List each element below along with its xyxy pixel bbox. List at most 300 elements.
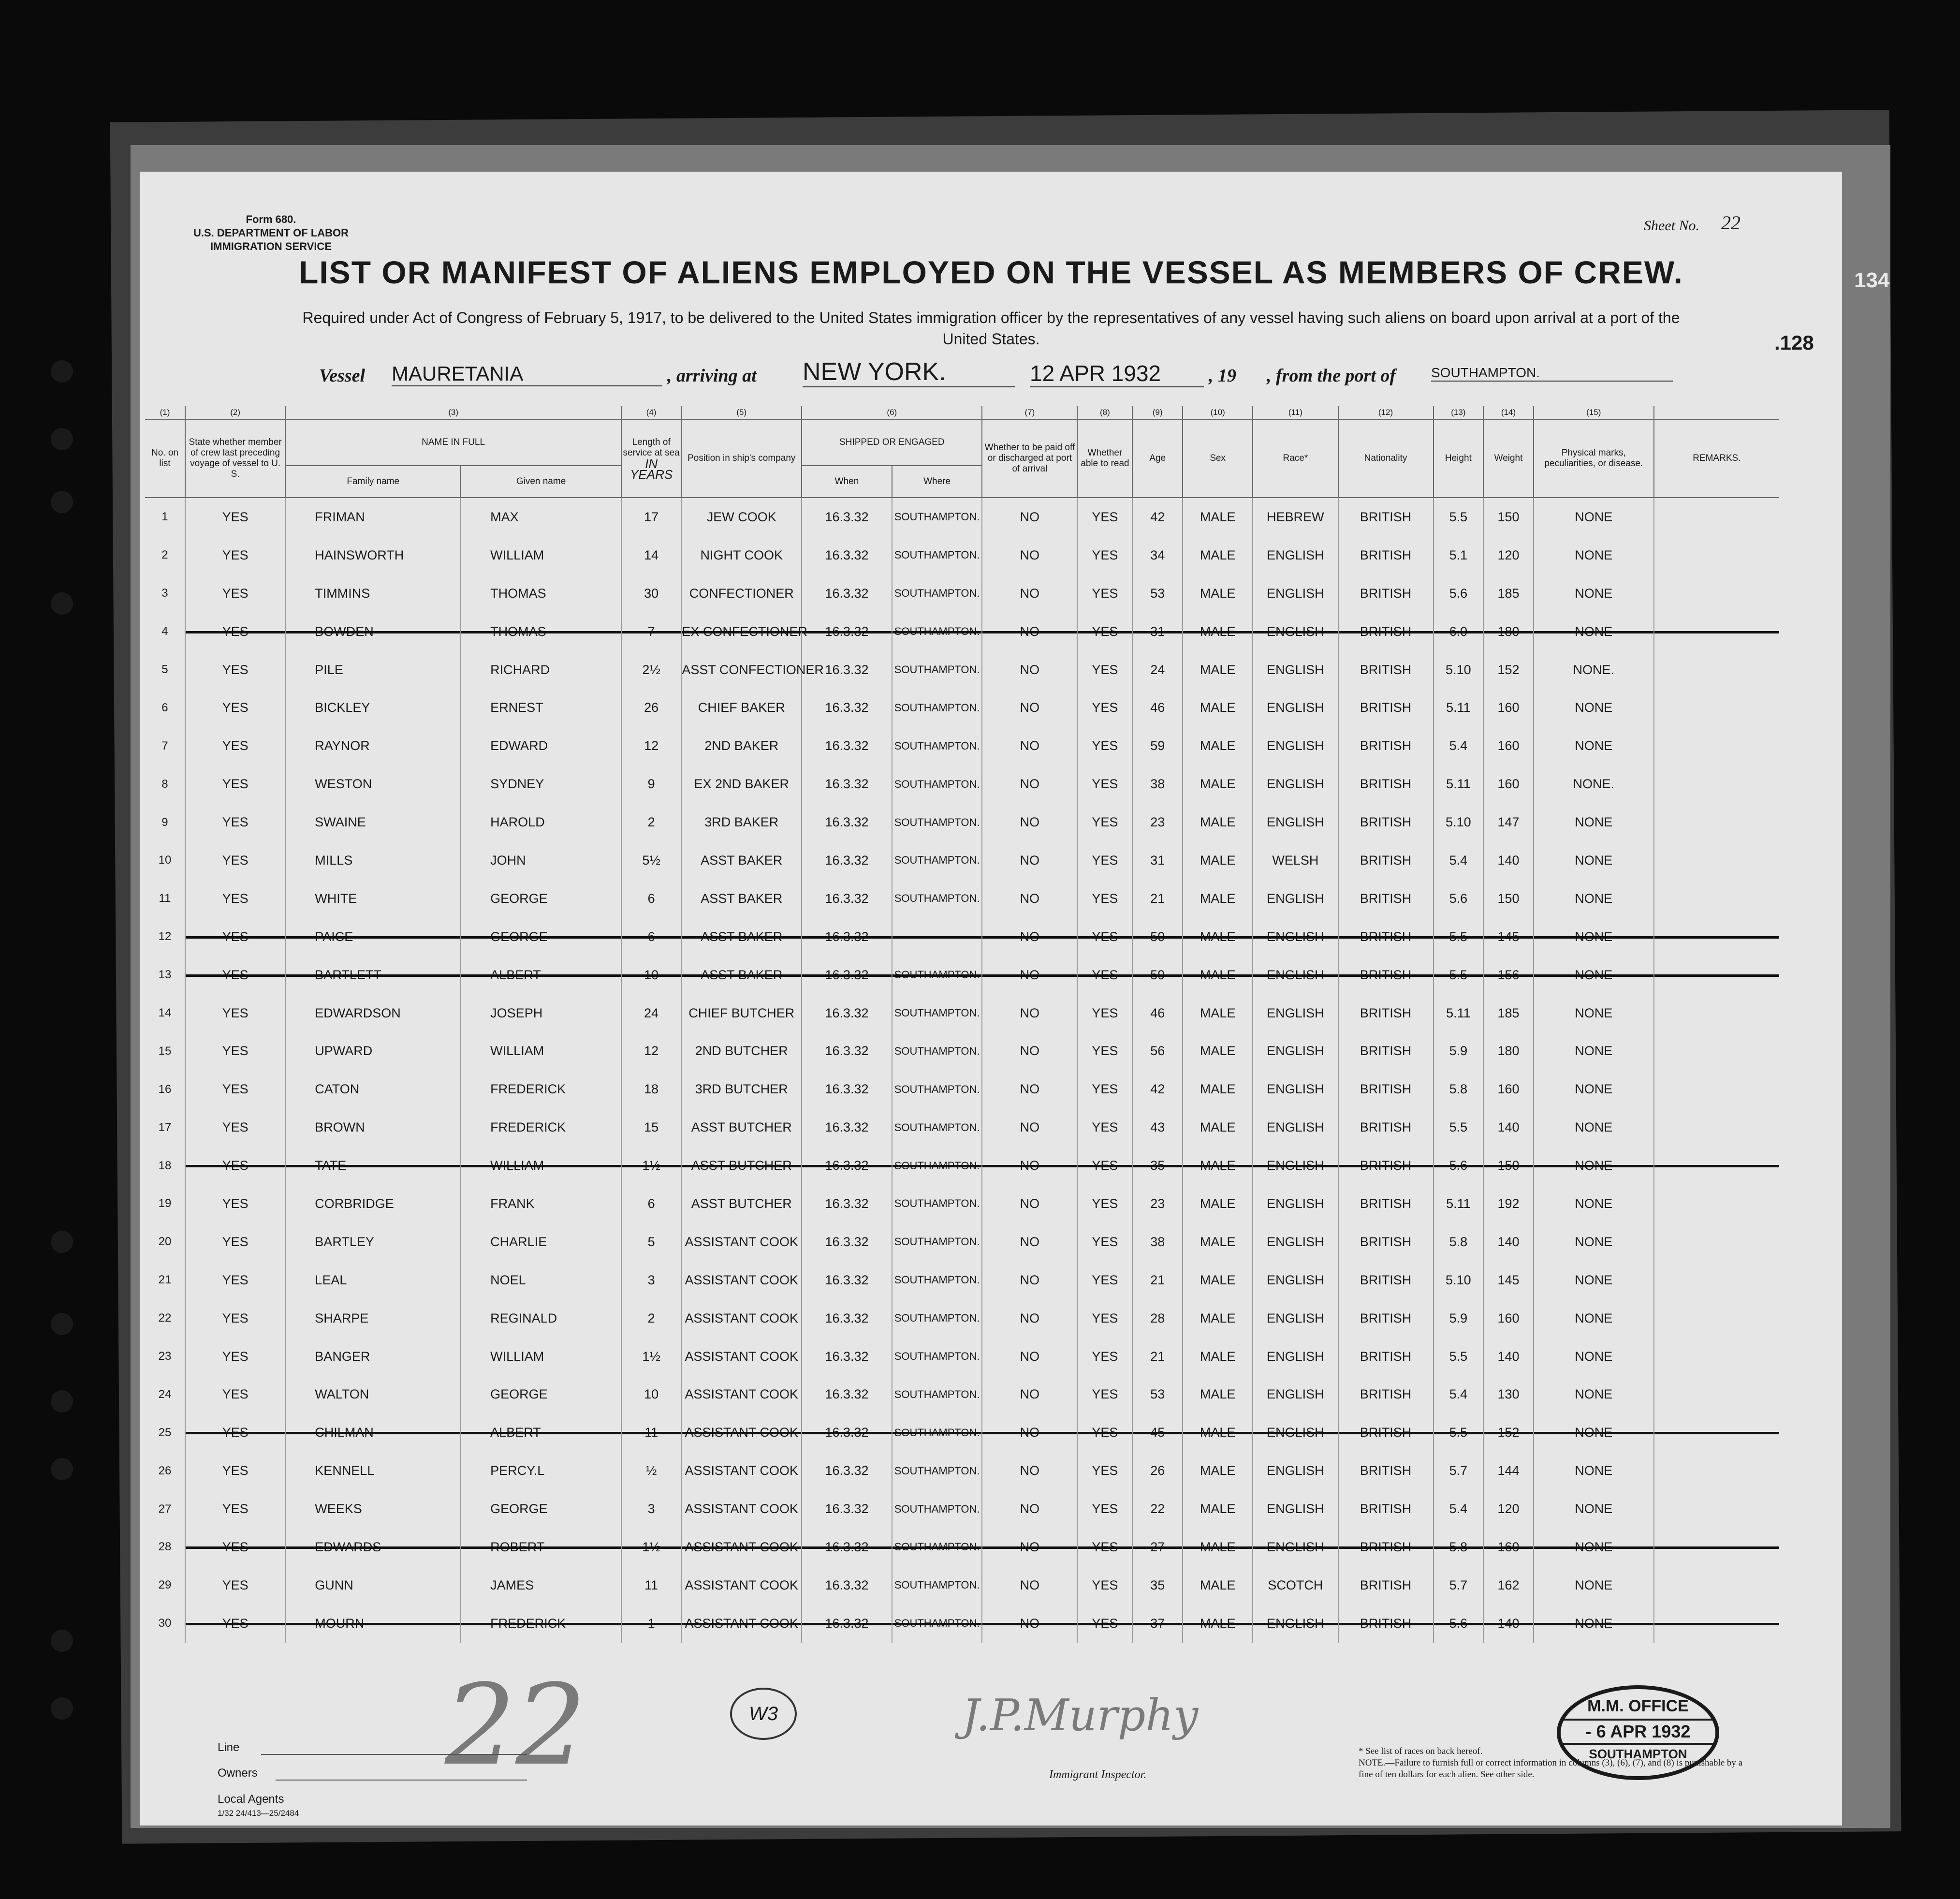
remarks	[1654, 1185, 1779, 1223]
able-to-read: YES	[1077, 1147, 1132, 1185]
table-row	[145, 1490, 1779, 1528]
given-name: MAX	[461, 498, 621, 536]
physical-marks: NONE	[1534, 727, 1654, 765]
header-paid-off: Whether to be paid off or discharged at port of arrival	[982, 419, 1077, 498]
family-name: CATON	[285, 1070, 461, 1108]
given-name: RICHARD	[461, 651, 621, 689]
shipped-where: SOUTHAMPTON.	[892, 651, 982, 689]
remarks	[1654, 1452, 1779, 1490]
weight: 150	[1483, 1147, 1534, 1185]
able-to-read: YES	[1077, 1413, 1132, 1452]
header-family-name: Family name	[285, 466, 461, 498]
race: ENGLISH	[1253, 727, 1338, 765]
given-name: FREDERICK	[461, 1108, 621, 1147]
physical-marks: NONE	[1534, 880, 1654, 918]
race: ENGLISH	[1253, 1528, 1338, 1566]
manifest-title: LIST OR MANIFEST OF ALIENS EMPLOYED ON THE VESSEL AS MEMBERS OF CREW.	[299, 254, 1683, 290]
header-nationality: Nationality	[1338, 419, 1433, 498]
header-read: Whether able to read	[1077, 419, 1132, 498]
table-row	[145, 765, 1779, 803]
physical-marks: NONE	[1534, 1490, 1654, 1528]
family-name: BARTLETT	[285, 956, 461, 994]
shipped-when: 16.3.32	[802, 1108, 892, 1147]
age: 24	[1132, 651, 1183, 689]
family-name: MOURN	[285, 1605, 461, 1643]
physical-marks: NONE.	[1534, 651, 1654, 689]
nationality: BRITISH	[1338, 765, 1433, 803]
shipped-when: 16.3.32	[802, 613, 892, 651]
race: ENGLISH	[1253, 536, 1338, 574]
physical-marks: NONE	[1534, 1185, 1654, 1223]
binder-hole	[51, 1313, 73, 1335]
able-to-read: YES	[1077, 1261, 1132, 1299]
position: ASSISTANT COOK	[681, 1223, 802, 1261]
family-name: KENNELL	[285, 1452, 461, 1490]
nationality: BRITISH	[1338, 1375, 1433, 1413]
local-agents-label: Local Agents	[218, 1793, 284, 1806]
race: ENGLISH	[1253, 1605, 1338, 1643]
shipped-when: 16.3.32	[802, 727, 892, 765]
header-name-in-full: NAME IN FULL	[285, 419, 621, 466]
col-number	[1654, 406, 1779, 419]
given-name: ERNEST	[461, 689, 621, 727]
shipped-where: SOUTHAMPTON.	[892, 689, 982, 727]
weight: 150	[1483, 880, 1534, 918]
family-name: WEEKS	[285, 1490, 461, 1528]
given-name: FRANK	[461, 1185, 621, 1223]
age: 26	[1132, 1452, 1183, 1490]
remarks	[1654, 1413, 1779, 1452]
col-number: (7)	[982, 406, 1077, 419]
position: ASST BAKER	[681, 841, 802, 880]
family-name: WHITE	[285, 880, 461, 918]
given-name: JAMES	[461, 1566, 621, 1605]
given-name: EDWARD	[461, 727, 621, 765]
remarks	[1654, 1261, 1779, 1299]
position: 3RD BAKER	[681, 803, 802, 841]
paid-off: NO	[982, 956, 1077, 994]
member-last-voyage: YES	[185, 689, 285, 727]
race: ENGLISH	[1253, 803, 1338, 841]
header-shipped: SHIPPED OR ENGAGED	[802, 419, 982, 466]
member-last-voyage: YES	[185, 1338, 285, 1376]
manifest-page	[140, 172, 1842, 1825]
crew-manifest-table	[145, 406, 1779, 1643]
years-of-service: 10	[621, 956, 681, 994]
sex: MALE	[1183, 1452, 1253, 1490]
table-row	[145, 613, 1779, 651]
table-row	[145, 803, 1779, 841]
shipped-where: SOUTHAMPTON.	[892, 574, 982, 613]
given-name: ALBERT	[461, 1413, 621, 1452]
row-number: 17	[158, 1120, 172, 1134]
paid-off: NO	[982, 918, 1077, 956]
age: 45	[1132, 1413, 1183, 1452]
race: ENGLISH	[1253, 1338, 1338, 1376]
col-number: (15)	[1534, 406, 1654, 419]
inspector-label: Immigrant Inspector.	[1049, 1768, 1147, 1781]
member-last-voyage: YES	[185, 803, 285, 841]
years-of-service: 7	[621, 613, 681, 651]
height: 5.11	[1433, 689, 1484, 727]
nationality: BRITISH	[1338, 1070, 1433, 1108]
table-row	[145, 498, 1779, 536]
physical-marks: NONE	[1534, 689, 1654, 727]
position: ASSISTANT COOK	[681, 1528, 802, 1566]
height: 5.4	[1433, 841, 1484, 880]
able-to-read: YES	[1077, 1070, 1132, 1108]
years-of-service: 11	[621, 1413, 681, 1452]
shipped-when: 16.3.32	[802, 1261, 892, 1299]
remarks	[1654, 536, 1779, 574]
nationality: BRITISH	[1338, 1147, 1433, 1185]
age: 38	[1132, 1223, 1183, 1261]
shipped-when: 16.3.32	[802, 1147, 892, 1185]
years-of-service: 2	[621, 1299, 681, 1338]
owners-rule	[276, 1780, 527, 1781]
years-of-service: 2	[621, 803, 681, 841]
sex: MALE	[1183, 880, 1253, 918]
table-row	[145, 1452, 1779, 1490]
shipped-where	[892, 918, 982, 956]
height: 5.4	[1433, 1375, 1484, 1413]
member-last-voyage: YES	[185, 918, 285, 956]
binder-hole	[51, 491, 73, 513]
row-number: 18	[158, 1159, 172, 1172]
weight: 120	[1483, 536, 1534, 574]
race: ENGLISH	[1253, 994, 1338, 1032]
weight: 120	[1483, 1490, 1534, 1528]
weight: 140	[1483, 1108, 1534, 1147]
nationality: BRITISH	[1338, 574, 1433, 613]
member-last-voyage: YES	[185, 651, 285, 689]
nationality: BRITISH	[1338, 1108, 1433, 1147]
row-number: 22	[158, 1311, 172, 1325]
physical-marks: NONE	[1534, 1108, 1654, 1147]
able-to-read: YES	[1077, 1223, 1132, 1261]
paid-off: NO	[982, 651, 1077, 689]
sex: MALE	[1183, 1375, 1253, 1413]
sex: MALE	[1183, 1070, 1253, 1108]
able-to-read: YES	[1077, 1185, 1132, 1223]
given-name: WILLIAM	[461, 536, 621, 574]
weight: 152	[1483, 651, 1534, 689]
shipped-where: SOUTHAMPTON.	[892, 880, 982, 918]
given-name: GEORGE	[461, 1375, 621, 1413]
shipped-where: SOUTHAMPTON.	[892, 1375, 982, 1413]
race: WELSH	[1253, 841, 1338, 880]
position: ASSISTANT COOK	[681, 1490, 802, 1528]
row-number: 16	[158, 1082, 172, 1096]
header-weight: Weight	[1483, 419, 1534, 498]
header-row-1	[145, 419, 1779, 466]
nationality: BRITISH	[1338, 1185, 1433, 1223]
member-last-voyage: YES	[185, 727, 285, 765]
physical-marks: NONE	[1534, 613, 1654, 651]
position: JEW COOK	[681, 498, 802, 536]
paid-off: NO	[982, 1566, 1077, 1605]
race: ENGLISH	[1253, 1261, 1338, 1299]
position: ASSISTANT COOK	[681, 1338, 802, 1376]
shipped-where: SOUTHAMPTON.	[892, 1528, 982, 1566]
header-age: Age	[1132, 419, 1183, 498]
able-to-read: YES	[1077, 1528, 1132, 1566]
row-number: 4	[161, 625, 168, 638]
member-last-voyage: YES	[185, 1261, 285, 1299]
nationality: BRITISH	[1338, 689, 1433, 727]
race: ENGLISH	[1253, 1070, 1338, 1108]
col-number: (8)	[1077, 406, 1132, 419]
given-name: WILLIAM	[461, 1147, 621, 1185]
height: 6.0	[1433, 613, 1484, 651]
position: ASSISTANT COOK	[681, 1452, 802, 1490]
given-name: WILLIAM	[461, 1338, 621, 1376]
age: 31	[1132, 613, 1183, 651]
paid-off: NO	[982, 1147, 1077, 1185]
shipped-where: SOUTHAMPTON.	[892, 1605, 982, 1643]
row-number: 13	[158, 968, 172, 982]
shipped-when: 16.3.32	[802, 689, 892, 727]
shipped-where: SOUTHAMPTON.	[892, 1566, 982, 1605]
age: 27	[1132, 1528, 1183, 1566]
shipped-where: SOUTHAMPTON.	[892, 1299, 982, 1338]
family-name: RAYNOR	[285, 727, 461, 765]
family-name: EDWARDSON	[285, 994, 461, 1032]
nationality: BRITISH	[1338, 1452, 1433, 1490]
given-name: JOSEPH	[461, 994, 621, 1032]
row-number: 12	[158, 930, 172, 943]
nationality: BRITISH	[1338, 1566, 1433, 1605]
weight: 160	[1483, 727, 1534, 765]
shipped-when: 16.3.32	[802, 1605, 892, 1643]
nationality: BRITISH	[1338, 651, 1433, 689]
years-of-service: 3	[621, 1490, 681, 1528]
years-of-service: 11	[621, 1566, 681, 1605]
able-to-read: YES	[1077, 1299, 1132, 1338]
given-name: ROBERT	[461, 1528, 621, 1566]
nationality: BRITISH	[1338, 1413, 1433, 1452]
handwritten-count: 22	[445, 1661, 586, 1790]
member-last-voyage: YES	[185, 1490, 285, 1528]
remarks	[1654, 765, 1779, 803]
row-number: 28	[158, 1540, 172, 1554]
height: 5.11	[1433, 994, 1484, 1032]
family-name: CORBRIDGE	[285, 1185, 461, 1223]
nationality: BRITISH	[1338, 956, 1433, 994]
age: 53	[1132, 1375, 1183, 1413]
paid-off: NO	[982, 1413, 1077, 1452]
paid-off: NO	[982, 1070, 1077, 1108]
member-last-voyage: YES	[185, 841, 285, 880]
race: ENGLISH	[1253, 956, 1338, 994]
given-name: HAROLD	[461, 803, 621, 841]
paid-off: NO	[982, 803, 1077, 841]
years-of-service: 30	[621, 574, 681, 613]
row-number: 2	[161, 548, 168, 562]
col-number: (6)	[802, 406, 982, 419]
years-of-service: 15	[621, 1108, 681, 1147]
shipped-where: SOUTHAMPTON.	[892, 727, 982, 765]
physical-marks: NONE	[1534, 1605, 1654, 1643]
shipped-when: 16.3.32	[802, 1490, 892, 1528]
age: 23	[1132, 803, 1183, 841]
sex: MALE	[1183, 1032, 1253, 1070]
able-to-read: YES	[1077, 956, 1132, 994]
header-length-service-note: IN YEARS	[630, 456, 673, 482]
sex: MALE	[1183, 803, 1253, 841]
remarks	[1654, 651, 1779, 689]
given-name: FREDERICK	[461, 1070, 621, 1108]
shipped-where: SOUTHAMPTON.	[892, 1452, 982, 1490]
remarks	[1654, 994, 1779, 1032]
member-last-voyage: YES	[185, 956, 285, 994]
race: ENGLISH	[1253, 880, 1338, 918]
height: 5.11	[1433, 1185, 1484, 1223]
table-row	[145, 689, 1779, 727]
shipped-where: SOUTHAMPTON.	[892, 1185, 982, 1223]
sex: MALE	[1183, 498, 1253, 536]
years-of-service: 10	[621, 1375, 681, 1413]
shipped-when: 16.3.32	[802, 765, 892, 803]
family-name: TATE	[285, 1147, 461, 1185]
remarks	[1654, 1375, 1779, 1413]
weight: 180	[1483, 1032, 1534, 1070]
row-number: 30	[158, 1617, 172, 1630]
nationality: BRITISH	[1338, 1261, 1433, 1299]
height: 5.10	[1433, 1261, 1484, 1299]
binder-hole	[51, 1697, 73, 1720]
position: 2ND BAKER	[681, 727, 802, 765]
sex: MALE	[1183, 1338, 1253, 1376]
able-to-read: YES	[1077, 498, 1132, 536]
member-last-voyage: YES	[185, 536, 285, 574]
manifest-subtitle: Required under Act of Congress of February 5, 1917, to be delivered to the United States immigration officer by the representatives of any vessel having such aliens on board upon arrival at a port of the United States.	[302, 309, 1680, 348]
nationality: BRITISH	[1338, 1299, 1433, 1338]
shipped-when: 16.3.32	[802, 1223, 892, 1261]
vessel-label: Vessel	[319, 366, 365, 386]
years-of-service: 1½	[621, 1147, 681, 1185]
physical-marks: NONE	[1534, 841, 1654, 880]
position: ASST BUTCHER	[681, 1147, 802, 1185]
binder-hole	[51, 1458, 73, 1480]
sex: MALE	[1183, 1223, 1253, 1261]
owners-label: Owners	[218, 1767, 258, 1780]
header-physical: Physical marks, peculiarities, or disease.	[1534, 419, 1654, 498]
physical-marks: NONE	[1534, 498, 1654, 536]
circled-mark-text: W3	[749, 1703, 778, 1724]
office-stamp	[1557, 1685, 1719, 1780]
position: ASST BUTCHER	[681, 1185, 802, 1223]
remarks	[1654, 918, 1779, 956]
given-name: REGINALD	[461, 1299, 621, 1338]
weight: 160	[1483, 1070, 1534, 1108]
table-row	[145, 1605, 1779, 1643]
years-of-service: 24	[621, 994, 681, 1032]
shipped-where: SOUTHAMPTON.	[892, 1070, 982, 1108]
paid-off: NO	[982, 765, 1077, 803]
table-row	[145, 994, 1779, 1032]
form-service: IMMIGRATION SERVICE	[210, 240, 332, 252]
able-to-read: YES	[1077, 1605, 1132, 1643]
table-row	[145, 1032, 1779, 1070]
inspector-signature: J.P.Murphy	[962, 1690, 1199, 1741]
height: 5.6	[1433, 574, 1484, 613]
arrival-date: 12 APR 1932	[1030, 360, 1204, 387]
sex: MALE	[1183, 956, 1253, 994]
able-to-read: YES	[1077, 880, 1132, 918]
member-last-voyage: YES	[185, 1108, 285, 1147]
years-of-service: 6	[621, 880, 681, 918]
member-last-voyage: YES	[185, 574, 285, 613]
member-last-voyage: YES	[185, 1032, 285, 1070]
weight: 162	[1483, 1566, 1534, 1605]
family-name: UPWARD	[285, 1032, 461, 1070]
given-name: GEORGE	[461, 880, 621, 918]
binder-hole	[51, 1630, 73, 1652]
vessel-line	[319, 358, 1692, 394]
nationality: BRITISH	[1338, 994, 1433, 1032]
table-row	[145, 1108, 1779, 1147]
weight: 145	[1483, 1261, 1534, 1299]
family-name: EDWARDS	[285, 1528, 461, 1566]
able-to-read: YES	[1077, 765, 1132, 803]
sex: MALE	[1183, 1490, 1253, 1528]
row-number: 11	[159, 892, 171, 905]
years-of-service: 12	[621, 1032, 681, 1070]
able-to-read: YES	[1077, 918, 1132, 956]
years-of-service: 1	[621, 1605, 681, 1643]
table-row	[145, 841, 1779, 880]
position: 3RD BUTCHER	[681, 1070, 802, 1108]
position: ASST BUTCHER	[681, 1108, 802, 1147]
age: 38	[1132, 765, 1183, 803]
shipped-when: 16.3.32	[802, 1338, 892, 1376]
age: 56	[1132, 1032, 1183, 1070]
physical-marks: NONE	[1534, 1032, 1654, 1070]
paid-off: NO	[982, 689, 1077, 727]
physical-marks: NONE.	[1534, 765, 1654, 803]
physical-marks: NONE	[1534, 1375, 1654, 1413]
years-of-service: 14	[621, 536, 681, 574]
height: 5.5	[1433, 1413, 1484, 1452]
sex: MALE	[1183, 1108, 1253, 1147]
paid-off: NO	[982, 536, 1077, 574]
physical-marks: NONE	[1534, 1147, 1654, 1185]
shipped-when: 16.3.32	[802, 994, 892, 1032]
member-last-voyage: YES	[185, 994, 285, 1032]
shipped-when: 16.3.32	[802, 841, 892, 880]
remarks	[1654, 1032, 1779, 1070]
paid-off: NO	[982, 1338, 1077, 1376]
given-name: GEORGE	[461, 918, 621, 956]
table-row	[145, 1223, 1779, 1261]
paid-off: NO	[982, 1261, 1077, 1299]
years-of-service: 1½	[621, 1528, 681, 1566]
nationality: BRITISH	[1338, 1490, 1433, 1528]
age: 21	[1132, 1261, 1183, 1299]
family-name: BOWDEN	[285, 613, 461, 651]
row-number: 25	[158, 1426, 172, 1439]
binder-hole	[51, 592, 73, 615]
physical-marks: NONE	[1534, 1452, 1654, 1490]
height: 5.6	[1433, 1147, 1484, 1185]
header-given-name: Given name	[461, 466, 621, 498]
family-name: BARTLEY	[285, 1223, 461, 1261]
member-last-voyage: YES	[185, 613, 285, 651]
remarks	[1654, 841, 1779, 880]
race: ENGLISH	[1253, 1032, 1338, 1070]
sex: MALE	[1183, 1528, 1253, 1566]
